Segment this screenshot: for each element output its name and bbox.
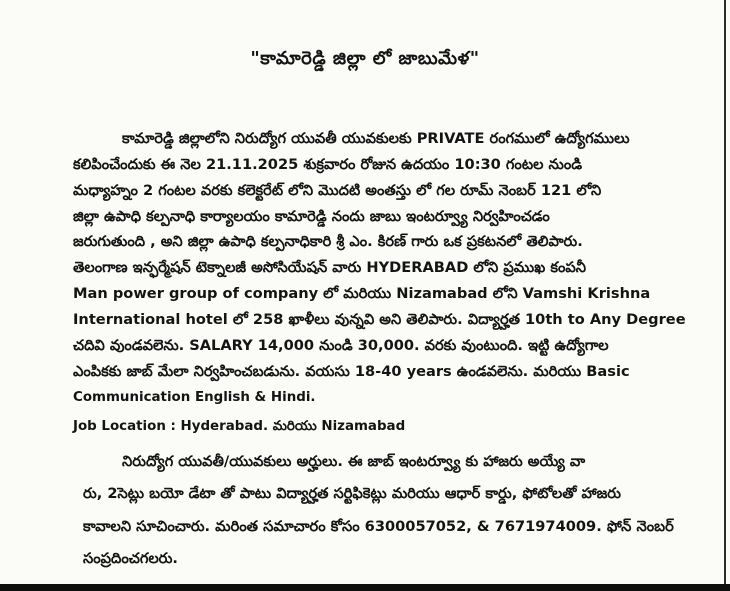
body-line-15: కావాలని సూచించారు. మరింత సమాచారం కోసం 6300057052, & 7671974009. ఫోన్ నెంబర్ bbox=[83, 518, 674, 535]
body-line-11: Communication English & Hindi. bbox=[73, 390, 316, 405]
body-line-13: నిరుద్యోగ యువతీ/యువకులు అర్హులు. ఈ జాబ్ ఇంటర్వ్యూ కు హాజరు అయ్యే వా bbox=[122, 453, 586, 470]
document-title: "కామారెడ్డి జిల్లా లో జాబుమేళ" bbox=[250, 48, 480, 69]
job-location-line: Job Location : Hyderabad. మరియు Nizamabad bbox=[73, 419, 406, 434]
body-line-9: చదివి వుండవలెను. SALARY 14,000 నుండి 30,000. వరకు వుంటుంది. ఇట్టి ఉద్యోగాల bbox=[73, 337, 609, 354]
body-line-8: International hotel లో 258 ఖాళీలు వున్నవి అని తెలిపారు. విద్యార్హత 10th to Any Degree bbox=[73, 311, 686, 328]
body-line-16: సంప్రదించగలరు. bbox=[83, 550, 178, 567]
body-line-7: Man power group of company లో మరియు Nizamabad లోని Vamshi Krishna bbox=[73, 285, 651, 302]
body-line-4: జిల్లా ఉపాధి కల్పనాధి కార్యాలయం కామారెడ్డి నందు జాబు ఇంటర్వ్యూ నిర్వహించడం bbox=[73, 208, 550, 225]
body-line-10: ఎంపికకు జాబ్ మేలా నిర్వహించబడును. వయసు 18-40 years ఉండవలెను. మరియు Basic bbox=[73, 363, 630, 380]
body-line-3: మధ్యాహ్నం 2 గంటల వరకు కలెక్టరేట్ లోని మొదటి అంతస్తు లో గల రూమ్ నెంబర్ 121 లోని bbox=[73, 182, 602, 199]
scan-bottom-edge bbox=[0, 584, 730, 591]
body-line-1: కామారెడ్డి జిల్లాలోని నిరుద్యోగ యువతీ యువకులకు PRIVATE రంగములో ఉద్యోగములు bbox=[122, 130, 630, 147]
body-line-14: రు, 2సెట్లు బయో డేటా తో పాటు విద్యార్హత సర్టిఫికెట్లు మరియు ఆధార్ కార్డు, ఫోటోలతో హాజరు bbox=[83, 485, 621, 502]
body-line-5: జరుగుతుంది , అని జిల్లా ఉపాధి కల్పనాధికారి శ్రీ ఎం. కిరణ్ గారు ఒక ప్రకటనలో తెలిపారు. bbox=[73, 233, 583, 250]
body-line-6: తెలంగాణ ఇన్ఫర్మేషన్ టెక్నాలజీ అసోసియేషన్ వారు HYDERABAD లోని ప్రముఖ కంపనీ bbox=[73, 259, 586, 276]
body-line-2: కలిపించేందుకు ఈ నెల 21.11.2025 శుక్రవారం రోజున ఉదయం 10:30 గంటల నుండి bbox=[73, 156, 583, 173]
page-edge bbox=[724, 0, 726, 591]
